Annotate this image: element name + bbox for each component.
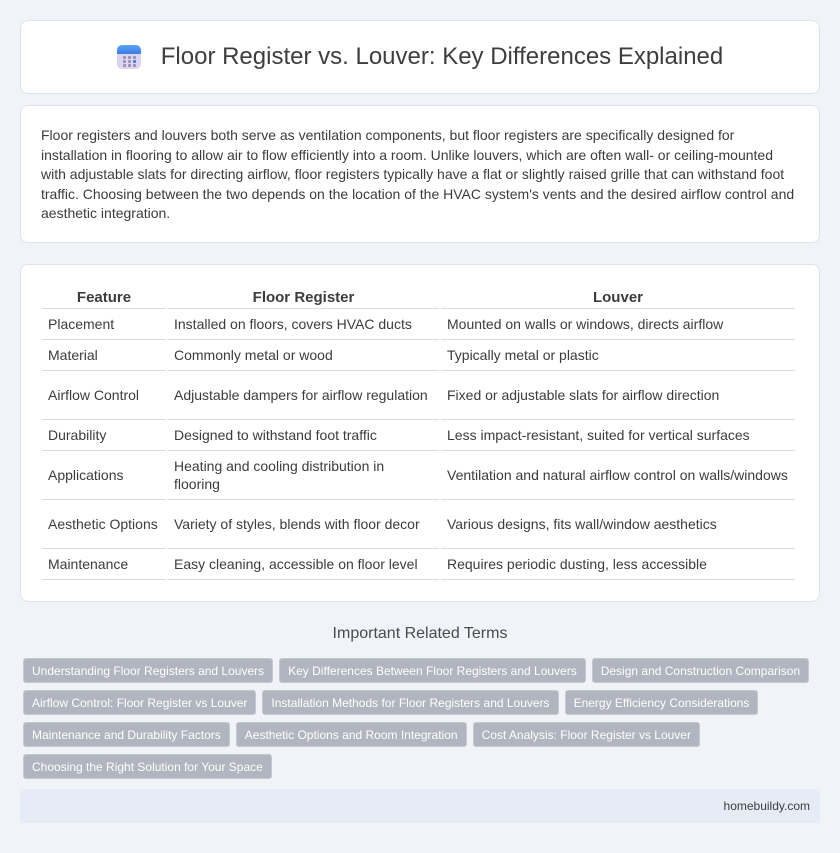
footer-site-link[interactable]: homebuildy.com xyxy=(723,799,810,813)
cell-louver: Typically metal or plastic xyxy=(441,340,795,371)
related-term-tag[interactable]: Key Differences Between Floor Registers and Louvers xyxy=(279,658,586,683)
cell-floor-register: Installed on floors, covers HVAC ducts xyxy=(168,309,439,340)
cell-feature: Material xyxy=(42,340,166,371)
table-row xyxy=(42,371,795,420)
related-term-tag[interactable]: Energy Efficiency Considerations xyxy=(565,690,759,715)
cell-floor-register: Commonly metal or wood xyxy=(168,340,439,371)
cell-feature: Airflow Control xyxy=(42,371,166,420)
cell-louver: Requires periodic dusting, less accessible xyxy=(441,549,795,580)
header-card xyxy=(20,20,820,94)
related-term-tag[interactable]: Choosing the Right Solution for Your Space xyxy=(23,754,272,779)
calendar-icon xyxy=(117,45,141,69)
comparison-table-card xyxy=(20,264,820,602)
table-row xyxy=(42,309,795,340)
related-terms-list xyxy=(20,658,820,779)
intro-card xyxy=(20,105,820,243)
related-term-tag[interactable]: Airflow Control: Floor Register vs Louver xyxy=(23,690,256,715)
cell-louver: Mounted on walls or windows, directs airflow xyxy=(441,309,795,340)
table-header-row xyxy=(42,285,795,309)
cell-floor-register: Heating and cooling distribution in flooring xyxy=(168,451,439,500)
related-term-tag[interactable]: Cost Analysis: Floor Register vs Louver xyxy=(473,722,700,747)
related-terms-title: Important Related Terms xyxy=(332,625,508,642)
cell-floor-register: Adjustable dampers for airflow regulation xyxy=(168,371,439,420)
column-header-floor-register: Floor Register xyxy=(168,285,439,309)
cell-floor-register: Variety of styles, blends with floor decor xyxy=(168,500,439,549)
page-title: Floor Register vs. Louver: Key Differences Explained xyxy=(160,43,724,70)
table-row xyxy=(42,340,795,371)
cell-feature: Durability xyxy=(42,420,166,451)
cell-feature: Placement xyxy=(42,309,166,340)
column-header-feature: Feature xyxy=(42,285,166,309)
cell-feature: Applications xyxy=(42,451,166,500)
related-term-tag[interactable]: Design and Construction Comparison xyxy=(592,658,809,683)
related-terms-section xyxy=(20,624,820,779)
cell-feature: Aesthetic Options xyxy=(42,500,166,549)
comparison-table xyxy=(40,285,797,580)
cell-feature: Maintenance xyxy=(42,549,166,580)
cell-louver: Ventilation and natural airflow control on walls/windows xyxy=(441,451,795,500)
footer xyxy=(20,789,820,823)
cell-louver: Less impact-resistant, suited for vertical surfaces xyxy=(441,420,795,451)
intro-paragraph: Floor registers and louvers both serve as ventilation components, but floor registers are specifically designed for installation in flooring to allow air to flow efficiently into a room. Unlike louvers, which are often wall- or ceiling-mounted with adjustable slats for directing airflow, floor registers typically have a flat or slightly raised grille that can withstand foot traffic. Choosing between the two depends on the location of the HVAC system's vents and the desired airflow control and aesthetic integration. xyxy=(41,127,795,222)
cell-floor-register: Easy cleaning, accessible on floor level xyxy=(168,549,439,580)
related-term-tag[interactable]: Maintenance and Durability Factors xyxy=(23,722,230,747)
table-row xyxy=(42,500,795,549)
cell-floor-register: Designed to withstand foot traffic xyxy=(168,420,439,451)
related-term-tag[interactable]: Installation Methods for Floor Registers and Louvers xyxy=(262,690,558,715)
table-row xyxy=(42,420,795,451)
table-row xyxy=(42,451,795,500)
related-term-tag[interactable]: Aesthetic Options and Room Integration xyxy=(236,722,467,747)
cell-louver: Various designs, fits wall/window aesthetics xyxy=(441,500,795,549)
related-term-tag[interactable]: Understanding Floor Registers and Louvers xyxy=(23,658,273,683)
table-row xyxy=(42,549,795,580)
column-header-louver: Louver xyxy=(441,285,795,309)
cell-louver: Fixed or adjustable slats for airflow direction xyxy=(441,371,795,420)
